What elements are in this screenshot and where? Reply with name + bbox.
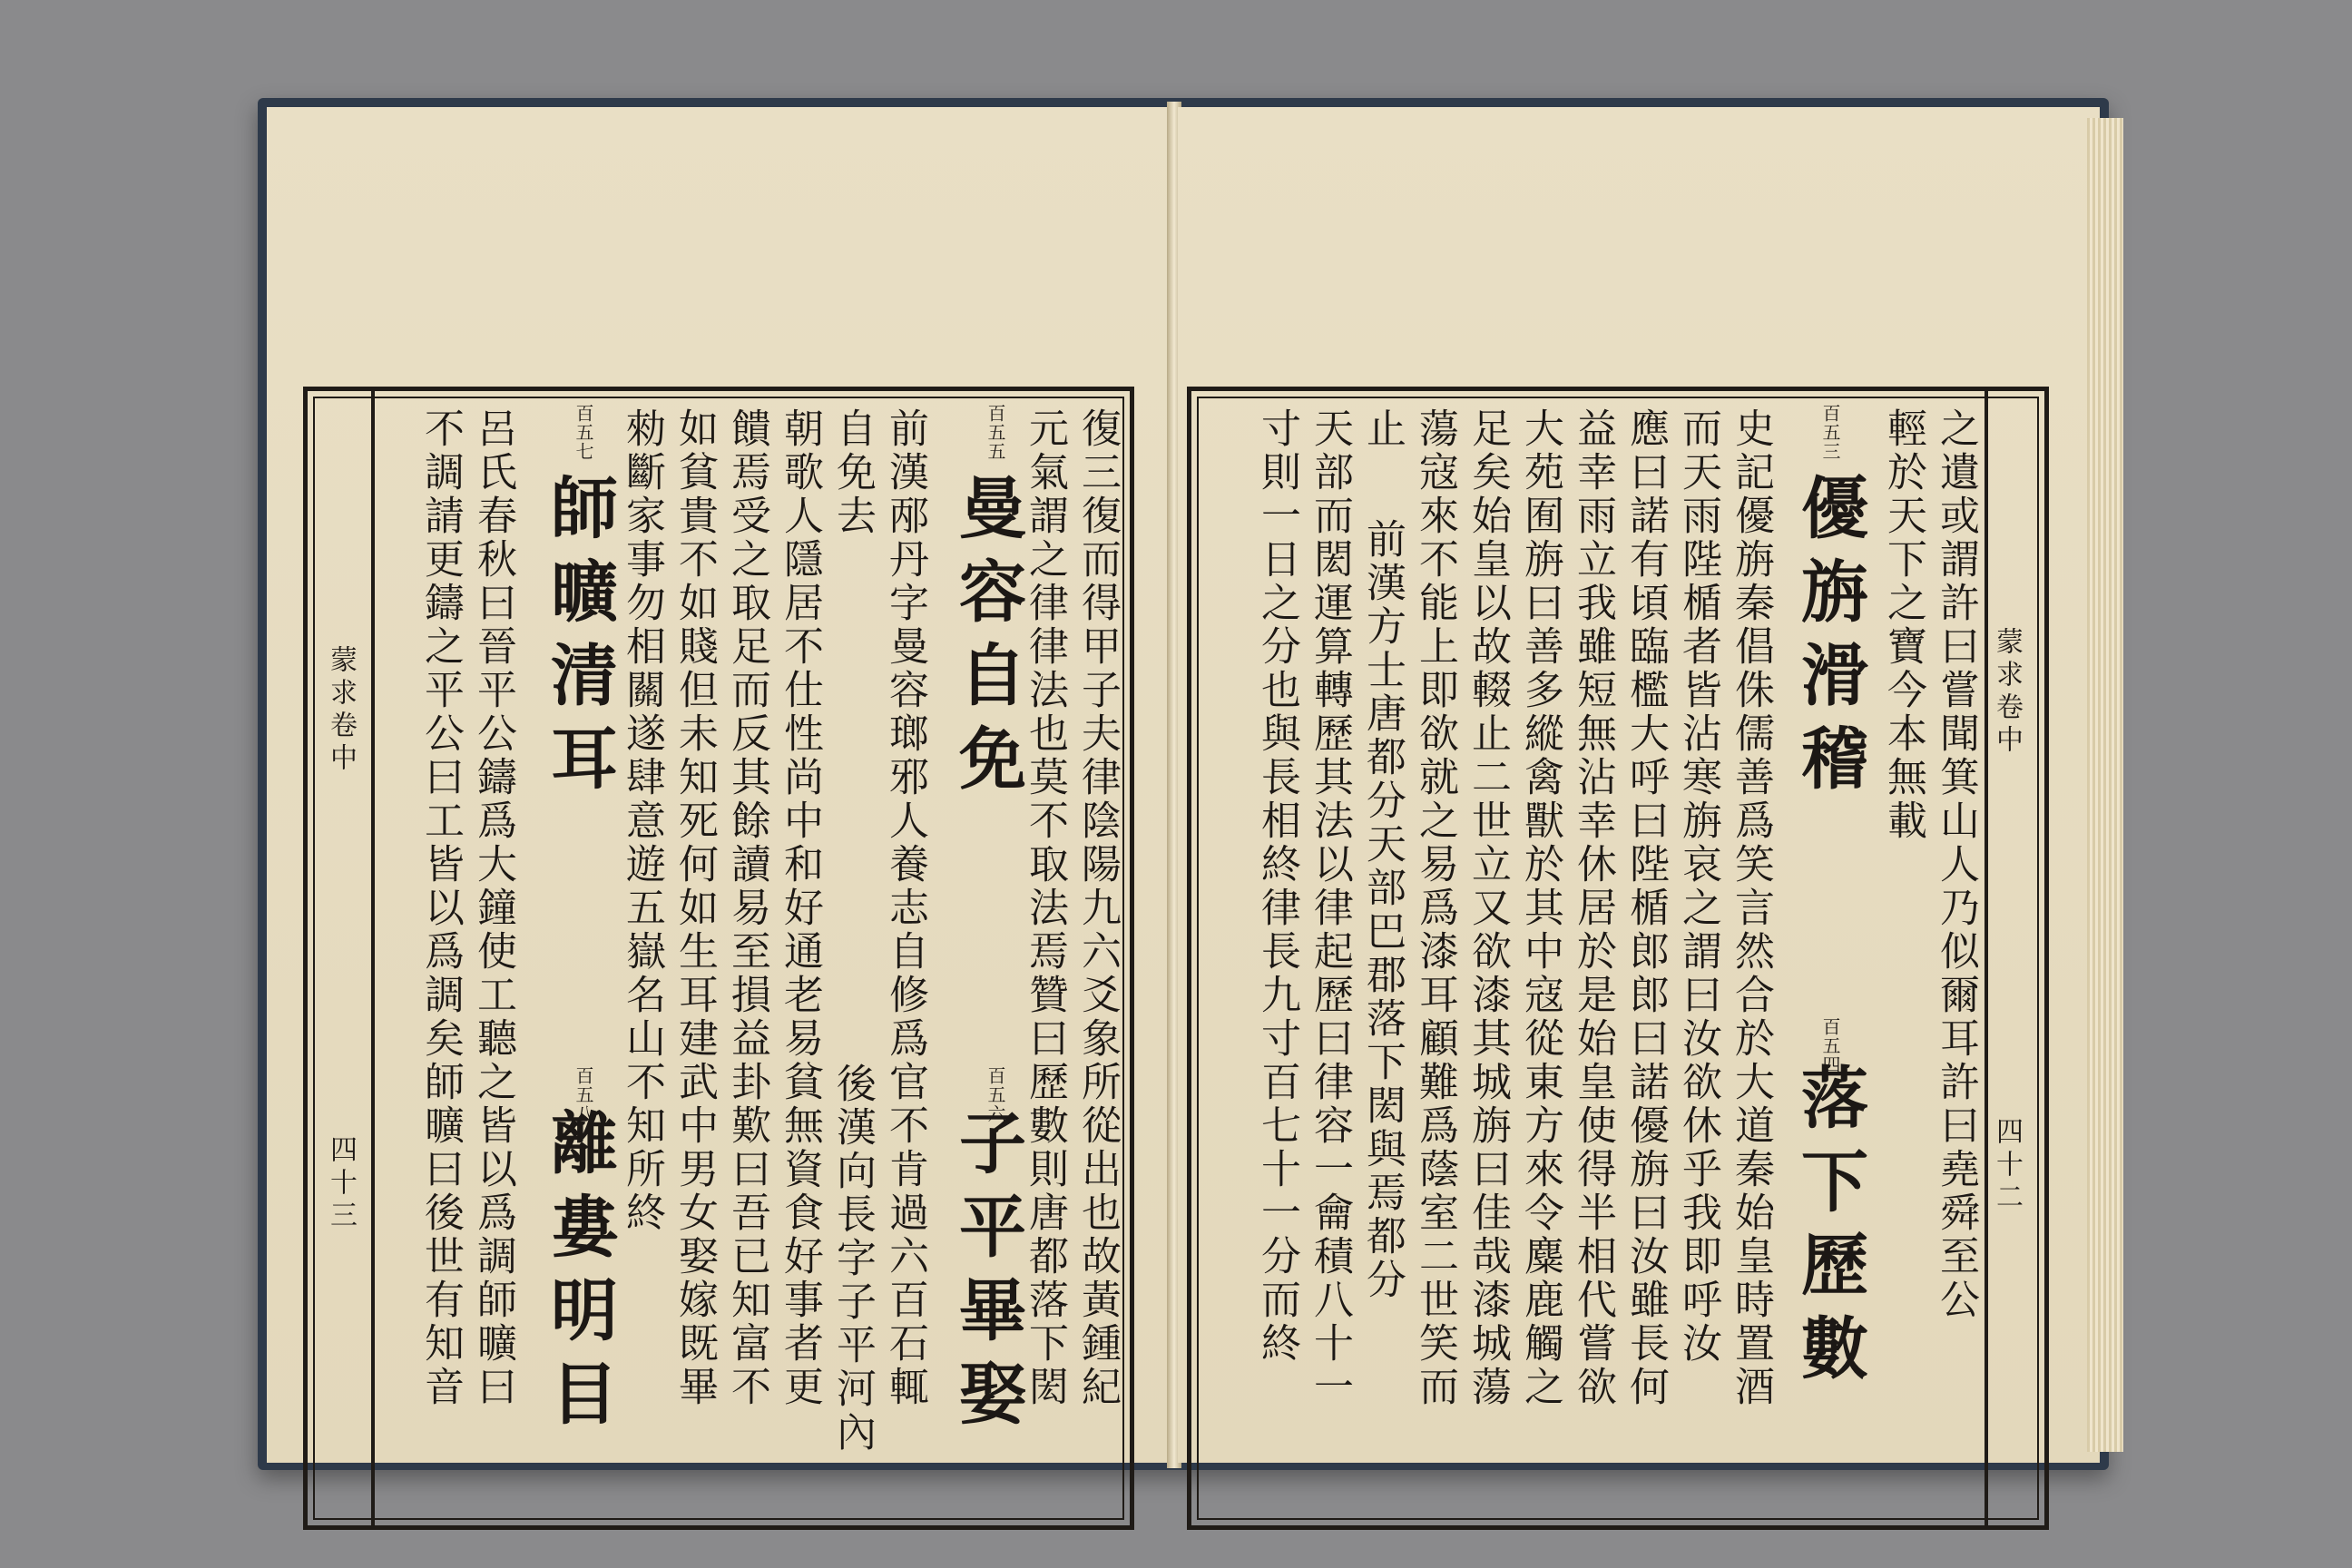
text-column: 天部而閎運算轉歷其法以律起歷曰律容一龠積八十一 (1307, 407, 1353, 1409)
entry-number: 百五六 (985, 1066, 1006, 1123)
text-column: 不調請更鑄之平公曰工皆以爲調矣師曠曰後世有知音 (417, 407, 464, 1409)
entry-number: 百五四 (1819, 1017, 1841, 1074)
text-column: 應曰諾有頃臨檻大呼曰陛楯郎郎曰諾優旃曰汝雖長何 (1622, 407, 1669, 1409)
text-column: 之遺或謂許曰嘗聞箕山人乃似爾耳許曰堯舜至公 (1933, 407, 1979, 1322)
margin-folio: 四十二 (1991, 1117, 2023, 1215)
text-column: 史記優旃秦倡侏儒善爲笑言然合於大道秦始皇時置酒 (1728, 407, 1774, 1409)
text-column: 寸則一日之分也與長相終律長九寸百七十一分而終 (1254, 407, 1300, 1366)
text-column: 蕩寇來不能上即欲就之易爲漆耳顧難爲蔭室二世笑而 (1412, 407, 1458, 1409)
entry-number: 百五三 (1819, 404, 1841, 461)
entry-heading: 離婁明目 (540, 1108, 618, 1442)
text-column: 呂氏春秋曰晉平公鑄爲大鐘使工聽之皆以爲調師曠曰 (470, 407, 516, 1409)
text-column: 足矣始皇以故輟止二世立又欲漆其城旃曰佳哉漆城蕩 (1465, 407, 1511, 1409)
text-column: 朝歌人隱居不仕性尚中和好通老易貧無資食好事者更 (777, 407, 823, 1409)
text-column: 輕於天下之寶今本無載 (1880, 407, 1926, 843)
right-text-frame (1187, 387, 2049, 1530)
page-edges (2087, 118, 2123, 1452)
right-page (1178, 107, 2100, 1463)
text-column: 大苑囿旃曰善多縱禽獸於其中寇從東方來令麋鹿觸之 (1517, 407, 1563, 1409)
margin-label: 蒙求卷中 (1991, 627, 2023, 758)
margin-folio: 四十三 (325, 1135, 357, 1233)
column-rule (371, 391, 375, 1525)
entry-heading: 曼容自免 (948, 473, 1026, 807)
text-column: 饋焉受之取足而反其餘讀易至損益卦歎曰吾已知富不 (724, 407, 770, 1409)
text-column: 如貧貴不如賤但未知死何如生耳建武中男女娶嫁既畢 (671, 407, 718, 1409)
left-text-frame (303, 387, 1134, 1530)
text-column: 自免去 (829, 407, 876, 538)
text-column: 後漢向長字子平河內 (829, 1063, 876, 1455)
entry-heading: 子平畢娶 (948, 1108, 1026, 1442)
text-column: 益幸雨立我雖短無沾幸休居於是始皇使得半相代嘗欲 (1570, 407, 1616, 1409)
entry-heading: 落下歷數 (1790, 1063, 1868, 1396)
left-page (267, 107, 1171, 1463)
column-rule (1984, 391, 1988, 1525)
text-column: 復三復而得甲子夫律陰陽九六爻象所從出也故黃鍾紀 (1074, 407, 1121, 1409)
entry-heading: 優旃滑稽 (1790, 473, 1868, 807)
text-column: 止 (1359, 407, 1406, 451)
entry-number: 百五七 (573, 404, 594, 461)
entry-number: 百五五 (985, 404, 1006, 461)
text-column: 前漢方士唐都分天部巴郡落下閎與焉都分 (1359, 518, 1406, 1302)
entry-number: 百五八 (573, 1066, 594, 1123)
text-column: 元氣謂之律律法也莫不取法焉贊曰歷數則唐都落下閎 (1022, 407, 1068, 1409)
text-column: 勑斷家事勿相關遂肆意遊五嶽名山不知所終 (619, 407, 665, 1235)
margin-label: 蒙求卷中 (325, 645, 357, 776)
entry-heading: 師曠清耳 (540, 473, 618, 807)
text-column: 而天雨陛楯者皆沾寒旃哀之謂曰汝欲休乎我即呼汝 (1675, 407, 1721, 1366)
text-column: 前漢邴丹字曼容瑯邪人養志自修爲官不肯過六百石輒 (882, 407, 928, 1409)
